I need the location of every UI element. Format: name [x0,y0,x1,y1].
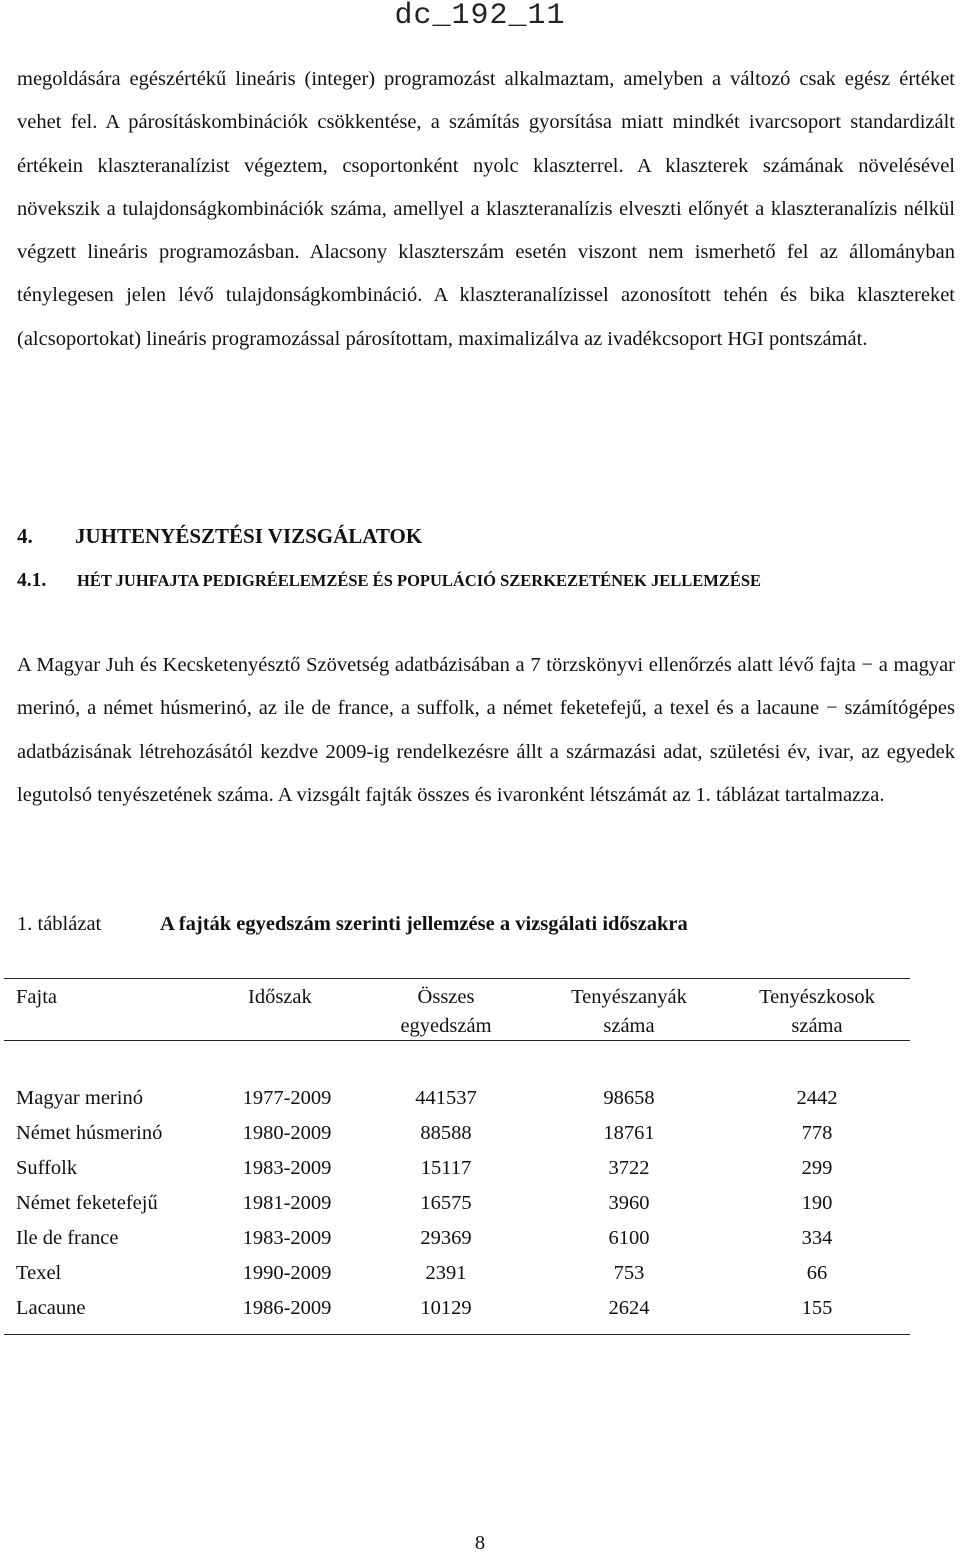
cell-rams: 778 [801,1122,833,1144]
header-breed: Fajta [16,986,57,1008]
cell-period: 1986-2009 [242,1297,332,1319]
table-row [4,1186,910,1221]
cell-breed: Suffolk [16,1157,78,1179]
cell-ewes: 98658 [603,1087,655,1109]
cell-total: 2391 [425,1262,467,1284]
cell-ewes: 18761 [603,1122,655,1144]
cell-period: 1983-2009 [242,1227,332,1249]
table-caption-title: A fajták egyedszám szerinti jellemzése a vizsgálati időszakra [160,913,688,935]
table-row [4,1081,910,1116]
cell-total: 10129 [420,1297,472,1319]
cell-period: 1977-2009 [242,1087,332,1109]
table-caption [17,906,947,942]
document-code-header: dc_192_11 [394,0,566,33]
cell-rams: 334 [801,1227,833,1249]
cell-rams: 155 [801,1297,833,1319]
subsection-number: 4.1. [17,570,47,591]
table-row [4,1291,910,1326]
cell-breed: Német húsmerinó [16,1122,163,1144]
cell-total: 29369 [420,1227,472,1249]
body-paragraph-2: A Magyar Juh és Kecsketenyésztő Szövetség adatbázisában a 7 törzskönyvi ellenőrzés alatt lévő fajta − a magyar merinó, a német húsmerinó, az ile de france, a suffolk, a német feketefejű, a texel és a lacaune − számítógépes adatbázisának létrehozásától kezdve 2009-ig rendelkezésre állt a származási adat, születési év, ivar, az egyedek legutolsó tenyészetének száma. A vizsgált fajták összes és ivaronként létszámát az 1. táblázat tartalmazza. [17,654,955,806]
table-row [4,1221,910,1256]
subsection-title: HÉT JUHFAJTA PEDIGRÉELEMZÉSE ÉS POPULÁCIÓ SZERKEZETÉNEK JELLEMZÉSE [77,571,762,590]
cell-ewes: 753 [613,1262,645,1284]
cell-rams: 2442 [796,1087,838,1109]
header-total-count: Összes egyedszám [400,986,492,1037]
cell-breed: Texel [16,1262,62,1284]
table-row [4,1256,910,1291]
table-header-row [4,979,910,1041]
cell-rams: 190 [801,1192,833,1214]
section-title: JUHTENYÉSZTÉSI VIZSGÁLATOK [75,524,423,548]
page-number: 8 [474,1532,486,1554]
table-body [4,1041,910,1334]
cell-ewes: 3960 [608,1192,650,1214]
cell-period: 1990-2009 [242,1262,332,1284]
cell-total: 88588 [420,1122,472,1144]
section-number: 4. [17,524,33,548]
table-row [4,1151,910,1186]
cell-period: 1980-2009 [242,1122,332,1144]
cell-period: 1981-2009 [242,1192,332,1214]
cell-total: 15117 [420,1157,472,1179]
cell-rams: 299 [801,1157,833,1179]
cell-breed: Német feketefejű [16,1192,158,1214]
subsection-heading [17,565,761,597]
cell-ewes: 6100 [608,1227,650,1249]
cell-total: 16575 [420,1192,472,1214]
cell-breed: Magyar merinó [16,1087,143,1109]
cell-rams: 66 [806,1262,828,1284]
cell-total: 441537 [415,1087,477,1109]
table-caption-label: 1. táblázat [17,913,102,935]
cell-ewes: 2624 [608,1297,650,1319]
header-ewes-count: Tenyészanyák száma [571,986,687,1037]
header-rams-count: Tenyészkosok száma [759,986,875,1037]
cell-period: 1983-2009 [242,1157,332,1179]
section-heading [17,520,422,552]
body-paragraph-1: megoldására egészértékű lineáris (integer) programozást alkalmaztam, amelyben a változó csak egész értéket vehet fel. A párosításkombinációk csökkentése, a számítás gyorsítása miatt mindkét ivarcsoport standardizált értékein klaszteranalízist végeztem, csoportonként nyolc klaszterrel. A klaszterek számának növelésével növekszik a tulajdonságkombinációk száma, amellyel a klaszteranalízis elveszti előnyét a klaszteranalízis nélkül végzett lineáris programozásban. Alacsony klaszterszám esetén viszont nem ismerhető fel az állományban ténylegesen jelen lévő tulajdonságkombináció. A klaszteranalízissel azonosított tehén és bika klasztereket (alcsoportokat) lineáris programozással párosítottam, maximalizálva az ivadékcsoport HGI pontszámát. [17,68,955,350]
cell-ewes: 3722 [608,1157,650,1179]
table-row [4,1116,910,1151]
cell-breed: Lacaune [16,1297,86,1319]
breed-table [4,978,910,1335]
header-period: Időszak [248,986,312,1008]
cell-breed: Ile de france [16,1227,119,1249]
